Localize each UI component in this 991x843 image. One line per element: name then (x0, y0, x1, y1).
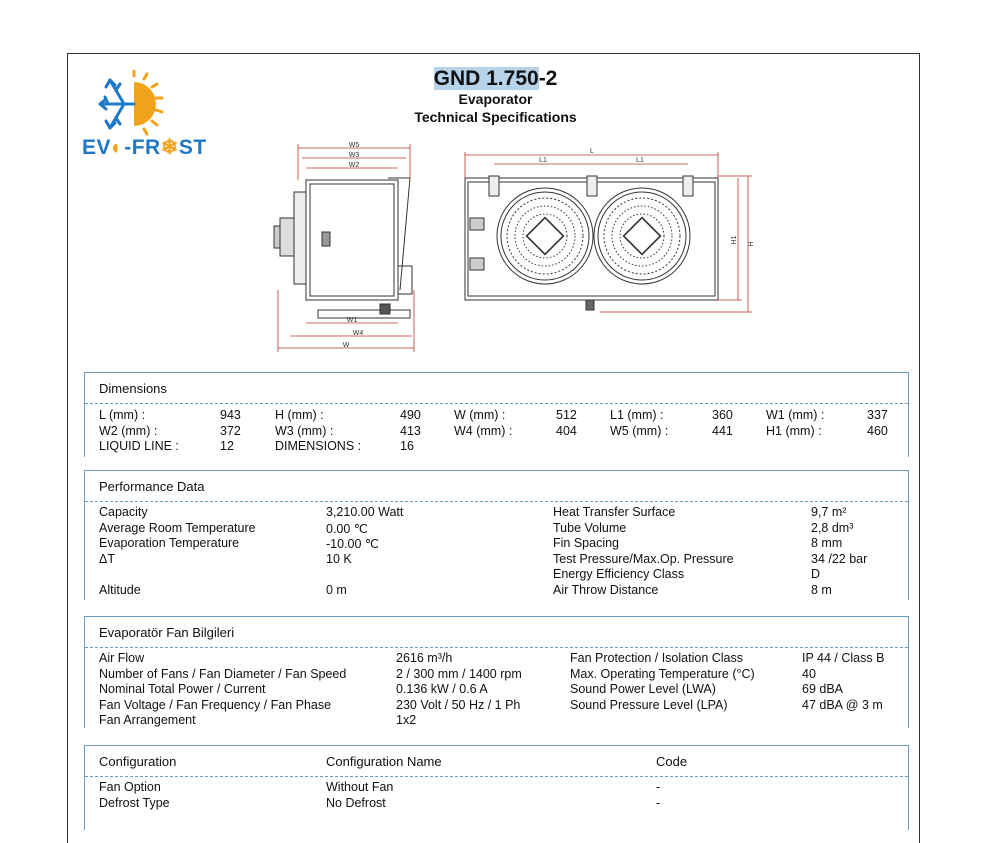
column-header-configuration: Configuration (99, 754, 177, 769)
fan-section (84, 616, 909, 728)
configuration-section (84, 745, 909, 830)
section-title: Performance Data (85, 471, 908, 502)
performance-row: Average Room Temperature 0.00 ℃ Tube Volume 2,8 dm³ (99, 520, 854, 536)
performance-row: Altitude 0 m Air Throw Distance 8 m (99, 582, 832, 597)
performance-row: Energy Efficiency Class D (553, 567, 821, 582)
dimensions-section (84, 372, 909, 457)
fan-row: Number of Fans / Fan Diameter / Fan Speed 2 / 300 mm / 1400 rpm Max. Operating Temperature (°C) 40 (99, 666, 816, 681)
performance-row: Evaporation Temperature -10.00 ℃ Fin Spacing 8 mm (99, 536, 843, 552)
dim-label-w2: W2 (348, 162, 360, 169)
side-view-drawing (274, 178, 412, 318)
document-title-block (0, 68, 991, 126)
column-header-code: Code (656, 754, 688, 769)
performance-section (84, 470, 909, 600)
performance-row: ΔT 10 K Test Pressure/Max.Op. Pressure 34 /22 bar (99, 551, 868, 566)
dim-label-w: W (342, 342, 350, 349)
dim-label-w1: W1 (346, 317, 358, 324)
section-title: Dimensions (85, 373, 908, 404)
product-type: Evaporator (458, 91, 533, 107)
configuration-header-row (85, 746, 908, 777)
dimensions-row: W2 (mm) : 372 W3 (mm) : 413 W4 (mm) : 404 W5 (mm) : 441 H1 (mm) : 460 (99, 423, 888, 438)
fan-row: Air Flow 2616 m³/h Fan Protection / Isolation Class IP 44 / Class B (99, 651, 885, 665)
fan-row: Nominal Total Power / Current 0.136 kW / 0.6 A Sound Power Level (LWA) 69 dBA (99, 682, 844, 697)
dim-label-h1: H1 (731, 235, 738, 245)
front-view-drawing (465, 176, 718, 310)
configuration-row: Defrost Type No Defrost - (99, 795, 661, 810)
document-subtitle: Technical Specifications (414, 109, 577, 125)
dim-label-l: L (590, 148, 594, 155)
fan-row: Fan Arrangement 1x2 (99, 713, 417, 728)
fan-row: Fan Voltage / Fan Frequency / Fan Phase 230 Volt / 50 Hz / 1 Ph Sound Pressure Level (LPA) 47 dBA @ 3 m (99, 697, 883, 712)
model-title: GND 1.750-2 (433, 67, 558, 90)
fan-1-drawing (497, 188, 593, 284)
logo-text: EV◐-FR❄ST (82, 136, 207, 159)
performance-row: Capacity 3,210.00 Watt Heat Transfer Surface 9,7 m² (99, 505, 847, 519)
column-header-configuration-name: Configuration Name (326, 754, 442, 769)
technical-drawing (270, 140, 760, 355)
dimensions-row: L (mm) : 943 H (mm) : 490 W (mm) : 512 L1 (mm) : 360 W1 (mm) : 337 (99, 408, 888, 422)
dim-label-w3: W3 (348, 152, 360, 159)
dimensions-row: LIQUID LINE : 12 DIMENSIONS : 16 (99, 439, 414, 454)
dim-label-l1-left: L1 (539, 157, 547, 164)
fan-2-drawing (594, 188, 690, 284)
configuration-row: Fan Option Without Fan - (99, 780, 661, 794)
dim-label-l1-right: L1 (636, 157, 644, 164)
dim-label-w4: W4 (352, 330, 364, 337)
section-title: Evaporatör Fan Bilgileri (85, 617, 908, 648)
dim-label-h: H (748, 241, 755, 247)
dim-label-w5: W5 (348, 142, 360, 149)
